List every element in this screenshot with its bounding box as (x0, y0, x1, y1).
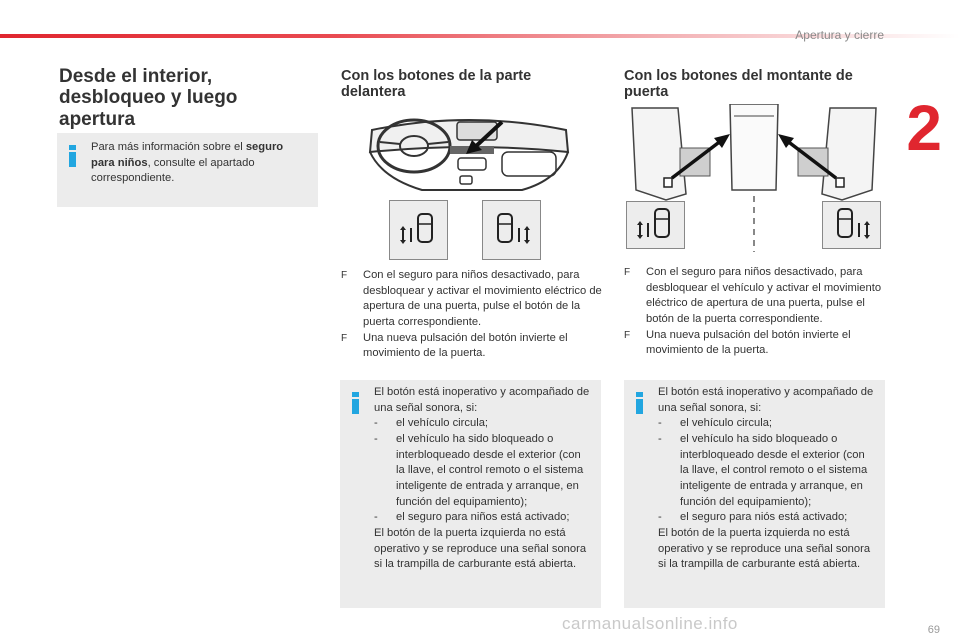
list-item: - el vehículo ha sido bloqueado o interbloqueado desde el exterior (con la llave, el control remoto o el sistema inteligente de entrada y arranque, en función del equipamiento); (374, 433, 584, 508)
pillar-button-left (626, 201, 685, 249)
info-link-text: seguro para niños (91, 141, 284, 169)
dashboard-illustration (362, 108, 576, 198)
chapter-title: Apertura y cierre (795, 28, 884, 42)
sliding-door-button-left (389, 200, 448, 260)
section-title-pillar-buttons: Con los botones del montante de puerta (624, 68, 853, 101)
info-intro: El botón está inoperativo y acompañado de una señal sonora, si: (658, 386, 874, 414)
list-item: - el vehículo circula; (658, 417, 773, 430)
front-buttons-instructions (341, 268, 603, 362)
section-title-interior: Desde el interior, desbloqueo y luego apertura (59, 66, 238, 130)
list-item: F Una nueva pulsación del botón invierte el movimiento de la puerta. (341, 331, 568, 360)
sliding-door-button-right (482, 200, 541, 260)
watermark: carmanualsonline.info (562, 614, 738, 633)
pillar-button-right (822, 201, 881, 249)
info-box-pillar-inoperative (624, 380, 885, 608)
list-item: - el seguro para niós está activado; (658, 511, 848, 524)
info-text: Para más información sobre el seguro para niños, consulte el apartado correspondiente. (91, 141, 284, 185)
chapter-number: 2 (906, 92, 942, 164)
info-icon (633, 392, 647, 414)
list-item: F Con el seguro para niños desactivado, para desbloquear el vehículo y activar el movimiento eléctrico de apertura de una puerta, pulse el botón de la puerta correspondiente. (624, 266, 882, 326)
list-item: - el seguro para niños está activado; (374, 511, 570, 524)
info-box-child-lock (57, 133, 318, 207)
list-item: - el vehículo ha sido bloqueado o interbloqueado desde el exterior (con la llave, el control remoto o el sistema inteligente de entrada y arranque, en función del equipamiento); (658, 433, 868, 508)
info-box-front-inoperative (340, 380, 601, 608)
list-item: F Una nueva pulsación del botón invierte el movimiento de la puerta. (624, 328, 851, 357)
info-outro: El botón de la puerta izquierda no está operativo y se reproduce una señal sonora si la trampilla de carburante está abierta. (374, 527, 587, 571)
info-intro: El botón está inoperativo y acompañado de una señal sonora, si: (374, 386, 590, 414)
list-item: F Con el seguro para niños desactivado, para desbloquear y activar el movimiento eléctrico de apertura de una puerta, pulse el botón de la puerta correspondiente. (341, 269, 602, 329)
section-title-front-buttons: Con los botones de la parte delantera (341, 68, 532, 101)
page-number: 69 (927, 624, 940, 636)
info-icon (349, 392, 363, 414)
info-outro: El botón de la puerta izquierda no está operativo y se reproduce una señal sonora si la trampilla de carburante está abierta. (658, 527, 871, 571)
pillar-buttons-instructions (624, 265, 886, 359)
list-item: - el vehículo circula; (374, 417, 489, 430)
info-icon (66, 145, 80, 167)
